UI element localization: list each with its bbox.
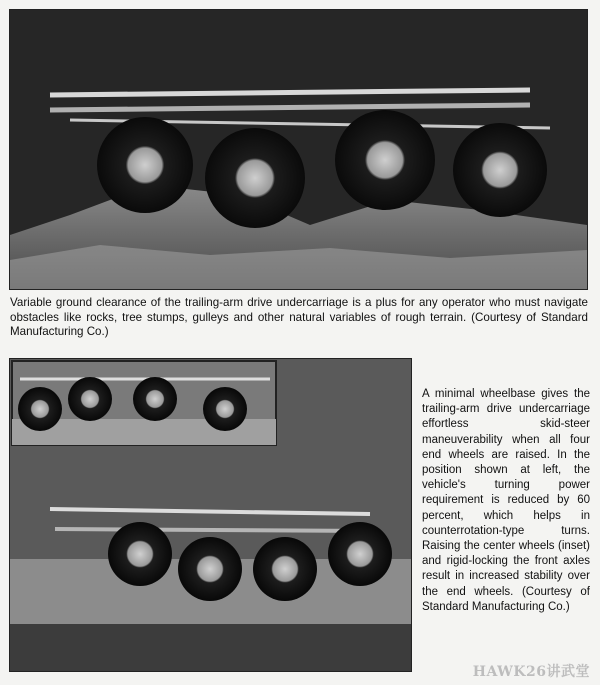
bottom-photo-undercarriage	[9, 358, 412, 672]
inset-photo-raised-center-wheels	[12, 361, 276, 445]
watermark-text: HAWK26讲武堂	[472, 664, 590, 680]
top-photo-caption: Variable ground clearance of the trailing-arm drive undercarriage is a plus for any operator who must navigate obstacles like rocks, tree stumps, gulleys and other natural variables of rough terrain. (Courtesy of Standard Manufacturing Co.)	[10, 296, 588, 339]
top-photo-undercarriage-on-rocks	[9, 9, 588, 290]
side-caption: A minimal wheelbase gives the trailing-arm drive undercarriage effortless skid-steer maneuverability when all four end wheels are raised. In the position shown at left, the vehicle's turning power requirement is reduced by 60 percent, which helps in counterrotation-type turns. Raising the center wheels (inset) and rigid-locking the front axles result in increased stability over the end wheels. (Courtesy of Standard Manufacturing Co.)	[422, 388, 590, 613]
